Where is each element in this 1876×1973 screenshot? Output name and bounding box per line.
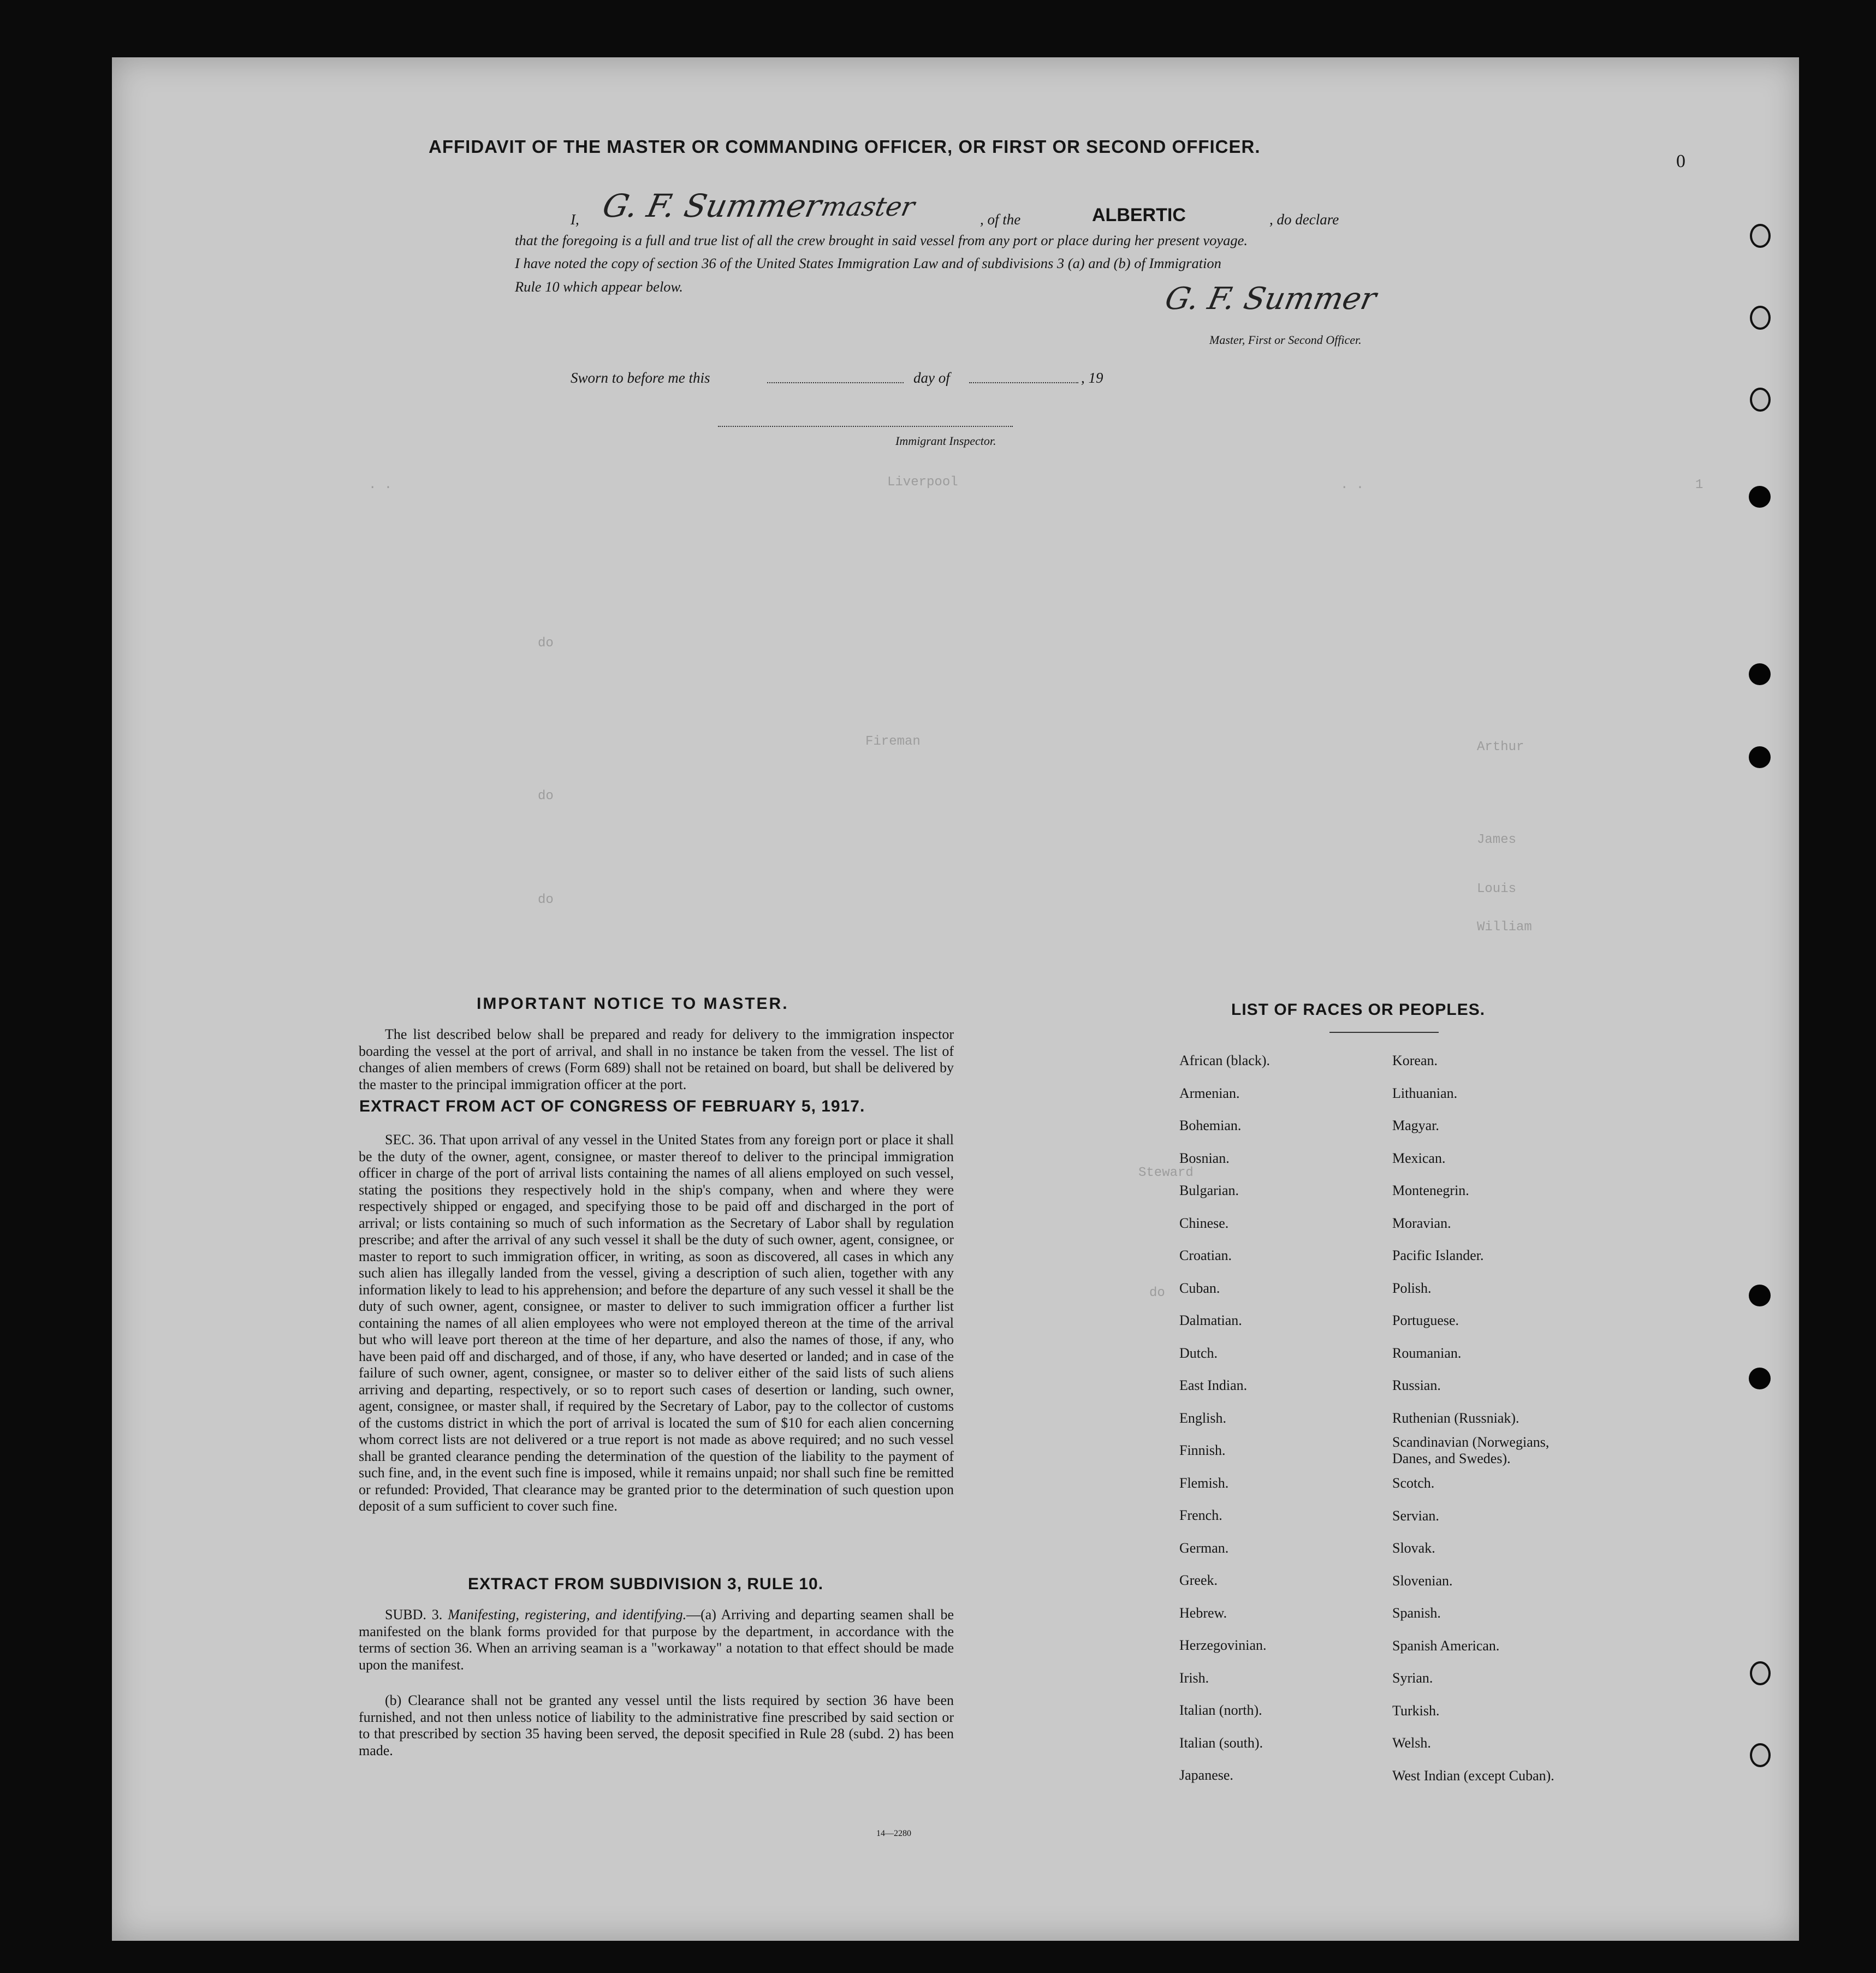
race-item: Cuban. <box>1179 1280 1220 1296</box>
race-item: Bohemian. <box>1179 1118 1242 1133</box>
race-item: Bosnian. <box>1179 1150 1230 1166</box>
race-item: Dutch. <box>1179 1345 1218 1361</box>
race-item: Italian (north). <box>1179 1702 1262 1718</box>
binder-hole-icon <box>1750 1661 1771 1685</box>
race-item: Polish. <box>1392 1280 1432 1296</box>
sworn-label: Sworn to before me this <box>571 370 710 386</box>
binder-hole-icon <box>1750 224 1771 248</box>
race-item: Welsh. <box>1392 1735 1431 1751</box>
race-item: Hebrew. <box>1179 1604 1227 1621</box>
race-item: Slovak. <box>1392 1540 1435 1556</box>
race-item: Finnish. <box>1179 1442 1226 1458</box>
handwritten-signature: G. F. Summer <box>599 187 825 224</box>
race-item: Spanish American. <box>1392 1637 1500 1654</box>
affidavit-i-label: I, <box>571 211 579 228</box>
race-item: Magyar. <box>1392 1118 1439 1133</box>
race-item: Flemish. <box>1179 1475 1229 1491</box>
binder-hole-icon <box>1749 1285 1771 1306</box>
race-item: Pacific Islander. <box>1392 1247 1484 1263</box>
affidavit-do-declare: , do declare <box>1269 211 1339 228</box>
rule-subd-heading: Manifesting, registering, and identifying. <box>448 1607 687 1623</box>
race-item: Roumanian. <box>1392 1345 1462 1361</box>
margin-mark: 0 <box>1676 151 1685 171</box>
race-item: Russian. <box>1392 1377 1441 1393</box>
race-item: West Indian (except Cuban). <box>1392 1767 1554 1784</box>
binder-hole-icon <box>1749 663 1771 685</box>
race-item: Irish. <box>1179 1669 1209 1686</box>
signature-caption: Master, First or Second Officer. <box>1209 333 1362 347</box>
race-item: French. <box>1179 1507 1222 1523</box>
race-item: Portuguese. <box>1392 1312 1459 1328</box>
day-of-label: day of <box>913 370 950 386</box>
race-item: Scotch. <box>1392 1475 1435 1491</box>
sworn-month-field <box>969 382 1078 383</box>
race-item: Bulgarian. <box>1179 1182 1239 1198</box>
race-item: Armenian. <box>1179 1085 1240 1101</box>
binder-hole-icon <box>1749 1368 1771 1389</box>
rule-subd-a <box>359 1607 954 1673</box>
rule-subd-b: (b) Clearance shall not be granted any vessel until the lists required by section 36 have been furnished, and not then unless notice of liability to the administrative fine prescribed by said section or to that prescribed by section 35 having been served, the deposit specified in Rule 28 (subd. 2) has been made. <box>359 1692 954 1758</box>
race-item: Turkish. <box>1392 1702 1440 1719</box>
handwritten-role: master <box>818 192 918 222</box>
act-extract-title: EXTRACT FROM ACT OF CONGRESS OF FEBRUARY 5, 1917. <box>359 1097 865 1115</box>
race-item: Slovenian. <box>1392 1572 1453 1589</box>
vessel-name: ALBERTIC <box>1092 205 1186 225</box>
binder-hole-icon <box>1749 486 1771 508</box>
races-right-column <box>1392 1044 1554 1792</box>
rule-extract-title: EXTRACT FROM SUBDIVISION 3, RULE 10. <box>468 1575 824 1593</box>
notice-title: IMPORTANT NOTICE TO MASTER. <box>477 995 789 1013</box>
race-item: African (black). <box>1179 1053 1271 1068</box>
inspector-caption: Immigrant Inspector. <box>895 434 996 448</box>
act-section-text: That upon arrival of any vessel in the United States from any foreign port or place it shall be the duty of the owner, agent, consignee, or master thereof to deliver to the principal immigration officer in charge of the port of arrival lists containing the names of all aliens employed on such vessel, stating the positions they respectively hold in the ship's company, when and where they were respectively shipped or engaged, and specifying those to be paid off and discharged in the port of arrival; or lists containing so much of such information as the Secretary of Labor shall by regulation prescribe; and after the arrival of any such vessel it shall be the duty of such owner, agent, consignee, or master to report to such immigration officer, in writing, as soon as discovered, all cases in which any such alien has illegally landed from the vessel, giving a description of such alien, together with any information likely to lead to his apprehension; and before the departure of any such vessel it shall be the duty of such owner, agent, consignee, or master to deliver to such immigration officer a further list containing the names of all alien employees who were not employed thereon at the time of the arrival but who will leave port thereon at the time of her departure, and also the names of those, if any, who have been paid off and discharged, and of those, if any, who have deserted or landed; and in case of the failure of such owner, agent, consignee, or master so to deliver either of the said lists of such aliens arriving and departing, respectively, or so to report such cases of desertion or landing, such owner, agent, consignee, or master shall, if required by the Secretary of Labor, pay to the collector of customs of the customs district in which the port of arrival is located the sum of $10 for each alien concerning whom correct lists are not delivered or a true report is not made as above required; and no such vessel shall be granted clearance pending the determination of the question of the liability to the payment of such fine, and, in the event such fine is imposed, while it remains unpaid; nor shall such fine be remitted or refunded: Provided, That clearance may be granted prior to the determination of such question upon deposit of a sum sufficient to cover such fine. <box>359 1132 954 1514</box>
officer-signature: G. F. Summer <box>1162 281 1380 317</box>
affidavit-line-3: I have noted the copy of section 36 of the United States Immigration Law and of subdivisions 3 (a) and (b) of Immigration <box>515 255 1221 271</box>
notice-text: The list described below shall be prepared and ready for delivery to the immigration inspector boarding the vessel at the port of arrival, and shall in no instance be taken from the vessel. The list of changes of alien members of crews (Form 689) shall not be retained on board, but shall be delivered by the master to the principal immigration officer at the port. <box>359 1026 954 1092</box>
binder-hole-icon <box>1750 388 1771 412</box>
race-item: Moravian. <box>1392 1215 1451 1231</box>
race-item: Greek. <box>1179 1572 1218 1588</box>
rule-subd-label: SUBD. 3. <box>385 1607 443 1623</box>
binder-hole-icon <box>1750 306 1771 330</box>
race-item: Japanese. <box>1179 1767 1233 1783</box>
race-item: English. <box>1179 1410 1226 1426</box>
inspector-signature-line <box>718 426 1013 427</box>
rule-subd-a-text: —(a) Arriving and departing seamen shall be manifested on the blank forms provided for that purpose by the department, in accordance with the terms of section 36. When an arriving seaman is a "workaway" a notation to that effect should be made upon the manifest. <box>359 1607 954 1673</box>
race-item: German. <box>1179 1540 1229 1556</box>
race-item: Scandinavian (Norwegians, Danes, and Swedes). <box>1392 1434 1550 1466</box>
race-item: Dalmatian. <box>1179 1312 1242 1328</box>
sworn-day-field <box>767 382 904 383</box>
affidavit-title: AFFIDAVIT OF THE MASTER OR COMMANDING OFFICER, OR FIRST OR SECOND OFFICER. <box>429 136 1261 157</box>
affidavit-of-the: , of the <box>980 211 1021 228</box>
form-number: 14—2280 <box>876 1829 911 1838</box>
act-extract-text <box>359 1132 954 1515</box>
race-item: Chinese. <box>1179 1215 1229 1231</box>
race-item: Ruthenian (Russniak). <box>1392 1410 1519 1426</box>
race-item: Spanish. <box>1392 1605 1441 1621</box>
race-item: Herzegovinian. <box>1179 1637 1267 1653</box>
race-item: Croatian. <box>1179 1247 1232 1263</box>
race-item: Lithuanian. <box>1392 1085 1458 1101</box>
affidavit-line-2: that the foregoing is a full and true list of all the crew brought in said vessel from any port or place during her present voyage. <box>515 232 1248 248</box>
race-item: Italian (south). <box>1179 1734 1263 1751</box>
binder-hole-icon <box>1749 746 1771 768</box>
year-prefix: , 19 <box>1081 370 1103 386</box>
race-item: East Indian. <box>1179 1377 1248 1393</box>
race-item: Servian. <box>1392 1507 1439 1524</box>
act-section-label: SEC. 36. <box>385 1132 436 1148</box>
races-left-column <box>1179 1044 1270 1792</box>
document-page: . . Liverpool . . 1 Fireman Arthur James Louis William do do do Steward do AFFIDAVIT OF THE MASTER OR COMMANDING OFFICER, OR FIRST OR SECOND OFFICER. I, G. F. Summer master , of the ALBERTIC , do declare that the foregoing is a full and true list of all the crew brought in said vessel from any port or place during her present voyage. I have noted the copy of section 36 of the United States Immigration Law and of subdivisions 3 (a) and (b) of Immigration Rule 10 which appear below. G. F. Summer Master, First or Second Officer. Sworn to before me this day of , 19 Immigrant Inspector. IMPORTANT NOTICE TO MASTER. The list described below shall be prepared and ready for delivery to the immigration inspector boarding the vessel at the port of arrival, and shall in no instance be taken from the vessel. The list of changes of alien members of crews (Form 689) shall not be retained on board, but shall be delivered by the master to the principal immigration officer at the port. EXTRACT FROM ACT OF CONGRESS OF FEBRUARY 5, 1917. SEC. 36. That upon arrival of any vessel in the United States from any foreign port or place it shall be the duty of the owner, agent, consignee, or master thereof to deliver to the principal immigration officer in charge of the port of arrival lists containing the names of all aliens employed on such vessel, stating the positions they respectively hold in the ship's company, when and where they were respectively shipped or engaged, and specifying those to be paid off and discharged in the port of arrival; or lists containing so much of such information as the Secretary of Labor shall by regulation prescribe; and after the arrival of any such vessel it shall be the duty of such owner, agent, consignee, or master to report to such immigration officer, in writing, as soon as discovered, all cases in which any such alien has illegally landed from the vessel, giving a description of such alien, together with any information likely to lead to his apprehension; and before the departure of any such vessel it shall be the duty of such owner, agent, consignee, or master to deliver to such immigration officer a further list containing the names of all alien employees who were not employed thereon at the time of the arrival but who will leave port thereon at the time of her departure, and also the names of those, if any, who have been paid off and discharged, and of those, if any, who have deserted or landed; and in case of the failure of such owner, agent, consignee, or master so to deliver either of the said lists of such aliens arriving and departing, respectively, or so to report such cases of desertion or landing, such owner, agent, consignee, or master shall, if required by the Secretary of Labor, pay to the collector of customs of the customs district in which the port of arrival is located the sum of $10 for each alien concerning whom correct lists are not delivered or a true report is not made as above required; and no such vessel shall be granted clearance pending the determination of the question of the liability to the payment of such fine, and, in the event such fine is imposed, while it remains unpaid; nor shall such fine be remitted or refunded: Provided, That clearance may be granted prior to the determination of such question upon deposit of a sum sufficient to cover such fine. EXTRACT FROM SUBDIVISION 3, RULE 10. SUBD. 3. Manifesting, registering, and identifying.—(a) Arriving and departing seamen shall be manifested on the blank forms provided for that purpose by the department, in accordance with the terms of section 36. When an arriving seaman is a "workaway" a notation to that effect should be made upon the manifest. (b) Clearance shall not be granted any vessel until the lists required by section 36 have been furnished, and not then unless notice of liability to the administrative fine prescribed by said section or to that prescribed by section 35 having been served, the deposit specified in Rule 28 (subd. 2) has been made. 14—2280 LIST OF RACES OR PEOPLES. African (black). Armenian. Bohemian. Bosnian. Bulgarian. Chinese. Croatian. Cuban. Dalmatian. Dutch. East Indian. English. Finnish. Flemish. French. German. Greek. Hebrew. Herzegovinian. Irish. Italian (north). Italian (south). Japanese. Korean. Lithuanian. Magyar. Mexican. Montenegrin. Moravian. Pacific Islander. Polish. Portuguese. Roumanian. Russian. Ruthenian (Russniak). Scandinavian (Norwegians, Danes, and Swedes). Scotch. Servian. Slovak. Slovenian. Spanish. Spanish American. Syrian. Turkish. Welsh. West Indian (except Cuban). 0 <box>112 57 1799 1941</box>
races-title: LIST OF RACES OR PEOPLES. <box>1231 1001 1486 1019</box>
binder-hole-icon <box>1750 1743 1771 1767</box>
race-item: Korean. <box>1392 1053 1438 1068</box>
races-title-rule <box>1329 1032 1439 1033</box>
race-item: Montenegrin. <box>1392 1182 1469 1198</box>
race-item: Syrian. <box>1392 1670 1433 1686</box>
affidavit-line-4: Rule 10 which appear below. <box>515 278 683 295</box>
race-item: Mexican. <box>1392 1150 1446 1166</box>
